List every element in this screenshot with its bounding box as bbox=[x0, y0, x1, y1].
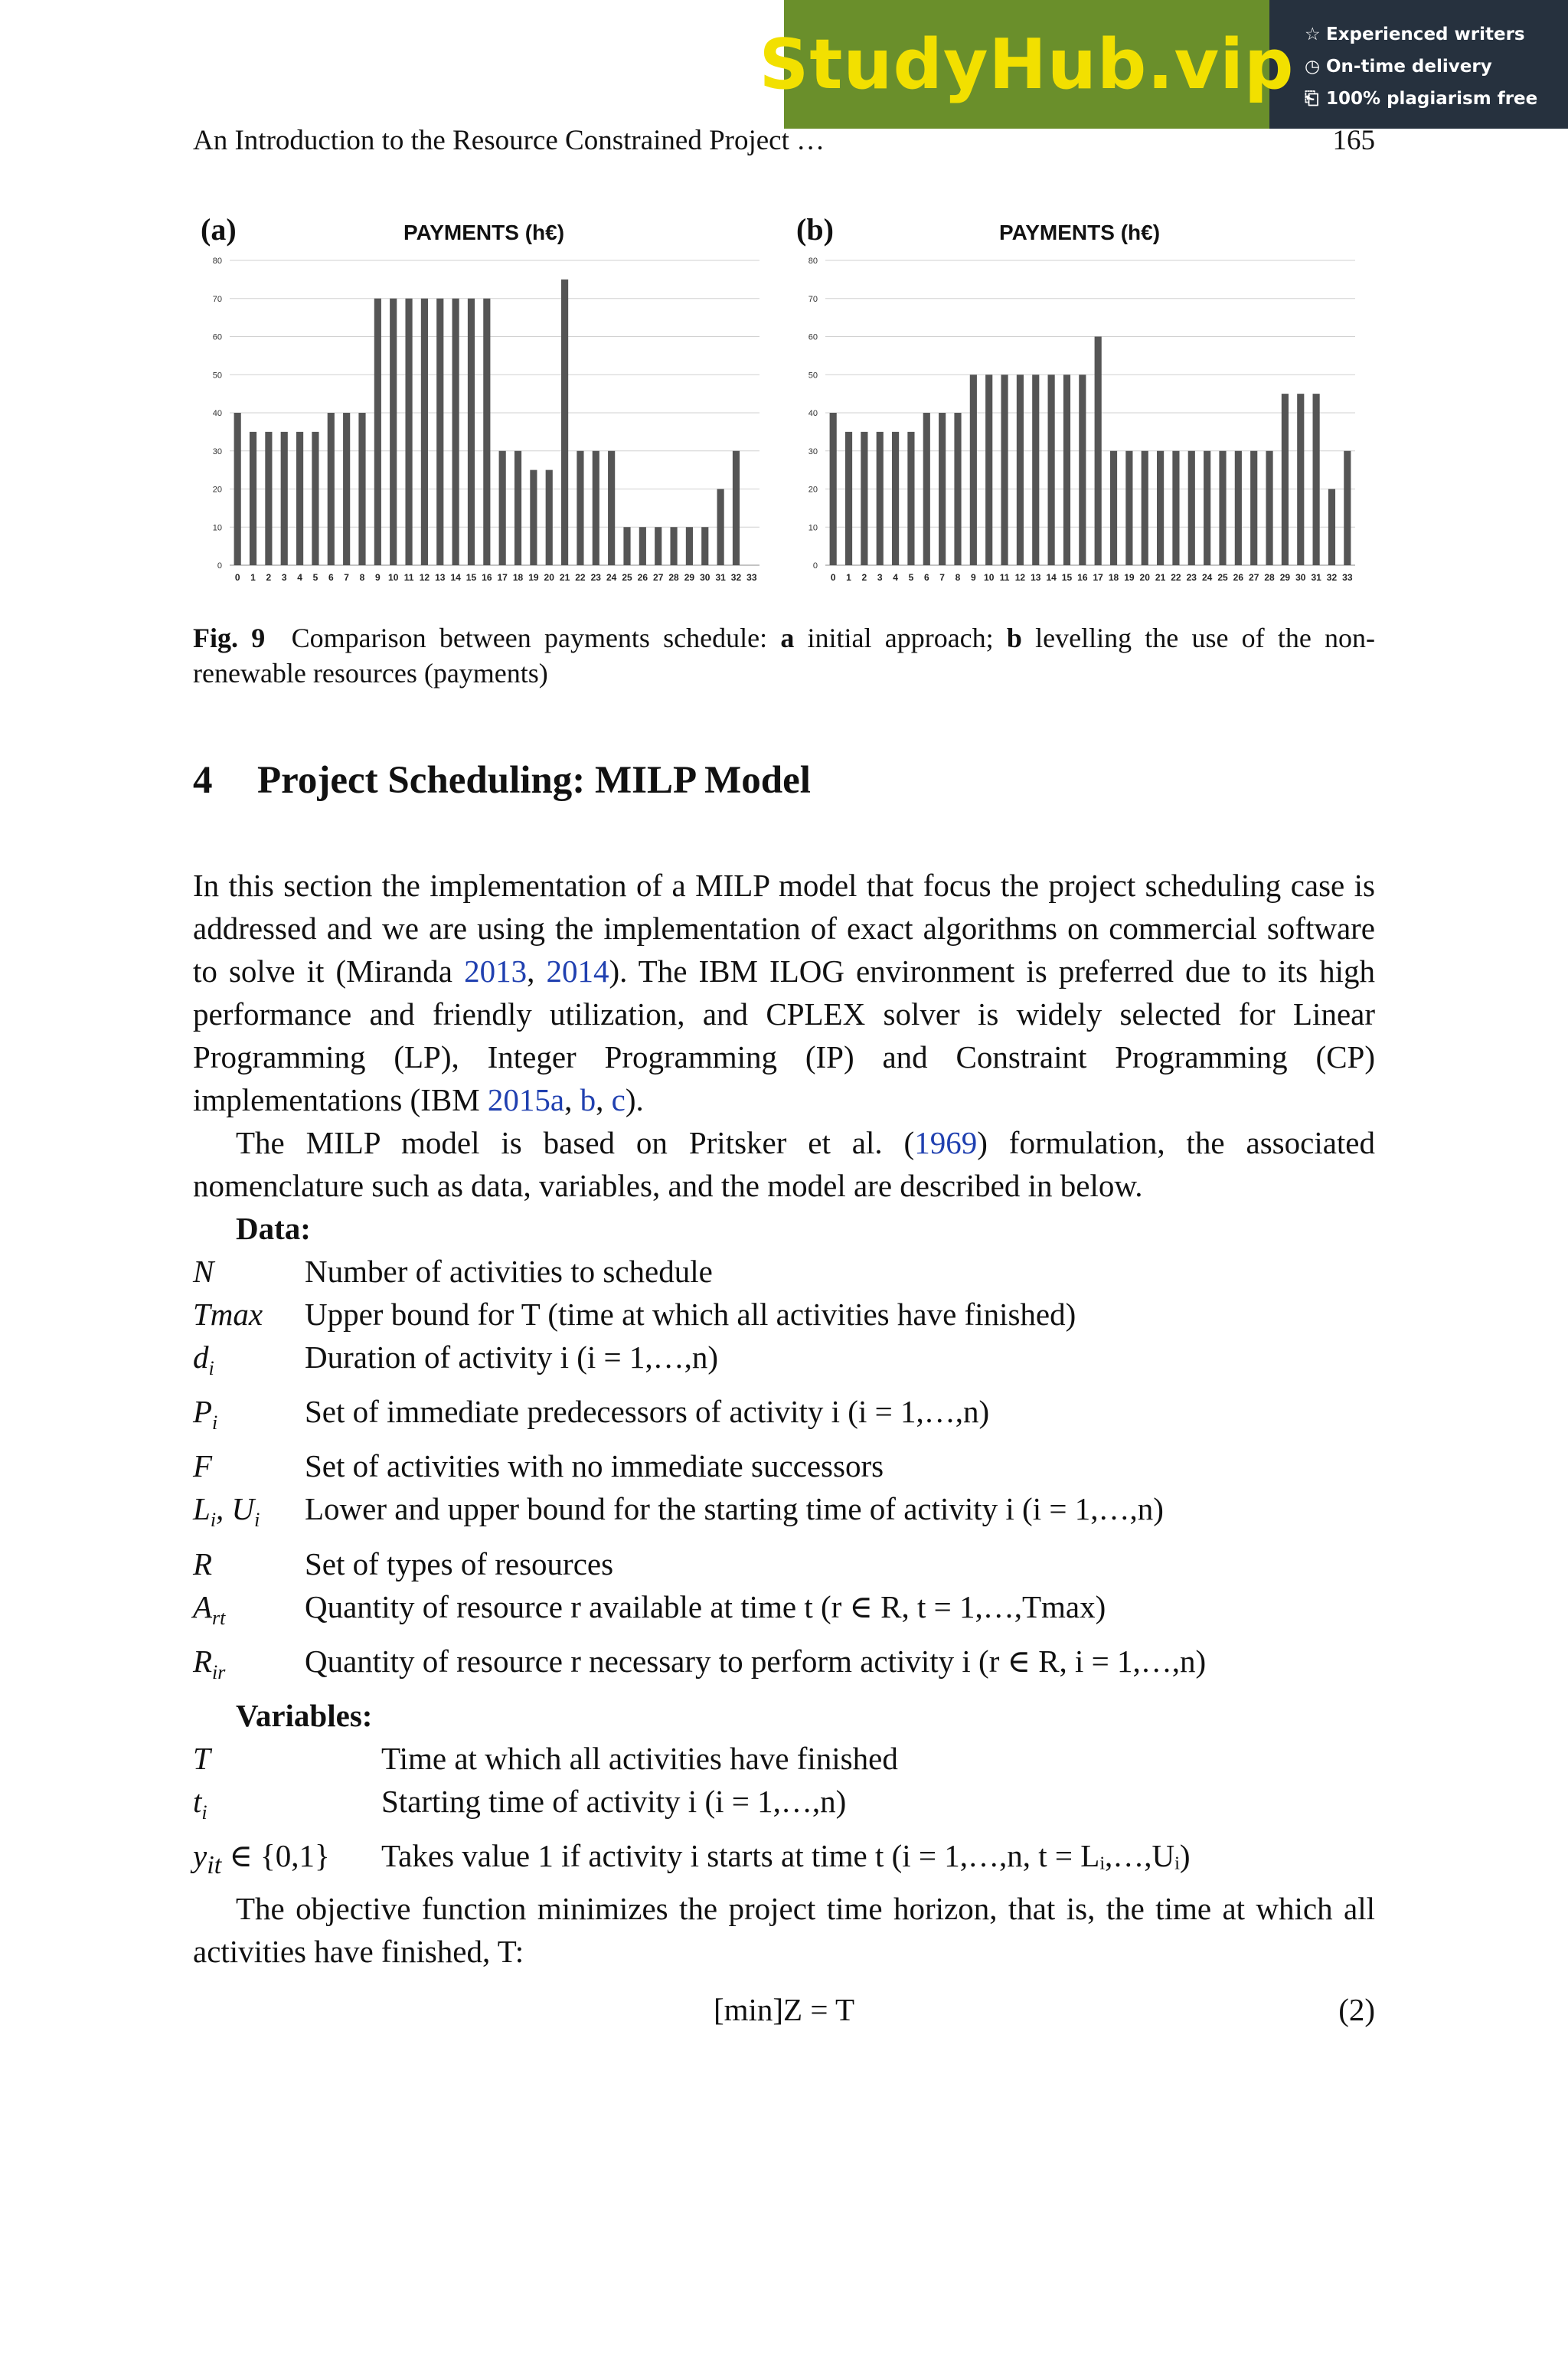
paragraph: The MILP model is based on Pritsker et al. (1969) formulation, the associated nomenclature such as data, variables, and the model are described in below. bbox=[193, 1125, 1376, 1203]
section-title: Project Scheduling: MILP Model bbox=[257, 759, 811, 802]
bar bbox=[892, 432, 899, 565]
bar bbox=[655, 527, 662, 565]
bar bbox=[954, 413, 961, 565]
bar bbox=[1001, 375, 1008, 565]
variables-heading: Variables: bbox=[236, 1697, 373, 1733]
chart-b-title: PAYMENTS (h€) bbox=[998, 221, 1161, 244]
y-tick-label: 0 bbox=[812, 561, 818, 571]
x-tick-label: 22 bbox=[575, 572, 586, 583]
x-tick-label: 13 bbox=[1031, 572, 1041, 583]
banner-feature: ◷ On-time delivery bbox=[1305, 51, 1537, 83]
y-tick-label: 40 bbox=[212, 409, 222, 418]
y-tick-label: 50 bbox=[212, 371, 222, 381]
x-tick-label: 21 bbox=[559, 572, 570, 583]
bar bbox=[250, 432, 256, 565]
caption-label: Fig. 9 bbox=[193, 623, 266, 653]
citation-link[interactable]: c bbox=[611, 1082, 626, 1117]
chart-a-title: PAYMENTS (h€) bbox=[403, 221, 565, 244]
banner-logo[interactable]: StudyHub.vip bbox=[784, 0, 1269, 129]
x-tick-label: 9 bbox=[375, 572, 381, 583]
running-head-title: An Introduction to the Resource Constrained Project … bbox=[193, 125, 825, 156]
x-tick-label: 15 bbox=[1061, 572, 1073, 583]
page-number: 165 bbox=[1332, 125, 1375, 156]
bar bbox=[312, 432, 318, 565]
x-tick-label: 11 bbox=[999, 572, 1010, 583]
bar bbox=[1110, 451, 1117, 565]
bar bbox=[1297, 394, 1304, 565]
payments-chart-a bbox=[193, 211, 775, 594]
paragraph: The objective function minimizes the project time horizon, that is, the time at which all activities have finished, T: bbox=[193, 1891, 1375, 1970]
bar bbox=[830, 413, 837, 565]
bar bbox=[421, 299, 428, 565]
running-head bbox=[193, 124, 1375, 157]
y-tick-label: 0 bbox=[217, 561, 222, 571]
x-tick-label: 26 bbox=[637, 572, 648, 583]
x-tick-label: 1 bbox=[250, 572, 256, 583]
bar bbox=[670, 527, 677, 565]
x-tick-label: 8 bbox=[955, 572, 961, 583]
bar bbox=[907, 432, 914, 565]
bar bbox=[530, 470, 537, 565]
variable-definitions: T Time at which all activities have finished $t_i$ Starting time of activity i (i = 1,…,n) $y_{it}$ ∈ {0,1} Takes value 1 if activity i starts at time t (i = 1,…,n, t = Lᵢ,…,Uᵢ) bbox=[193, 1740, 1191, 1880]
ad-banner[interactable] bbox=[759, 0, 1568, 129]
x-tick-label: 0 bbox=[830, 572, 836, 583]
panel-label-b: (b) bbox=[796, 212, 834, 247]
equation-body: [min]Z = T bbox=[713, 1992, 855, 2028]
x-tick-label: 19 bbox=[1124, 572, 1135, 583]
x-tick-label: 10 bbox=[984, 572, 995, 583]
data-heading: Data: bbox=[236, 1211, 311, 1246]
x-tick-label: 17 bbox=[1093, 572, 1103, 583]
x-tick-label: 6 bbox=[328, 572, 334, 583]
bar bbox=[1188, 451, 1195, 565]
bar bbox=[1219, 451, 1226, 565]
x-tick-label: 19 bbox=[528, 572, 539, 583]
bar bbox=[1282, 394, 1289, 565]
bar bbox=[686, 527, 693, 565]
banner-feature: ☆ Experienced writers bbox=[1305, 18, 1537, 51]
x-tick-label: 25 bbox=[622, 572, 632, 583]
bar bbox=[452, 299, 459, 565]
bar bbox=[623, 527, 630, 565]
x-tick-label: 10 bbox=[388, 572, 399, 583]
x-tick-label: 20 bbox=[544, 572, 554, 583]
bar bbox=[405, 299, 412, 565]
x-tick-label: 17 bbox=[497, 572, 508, 583]
equation bbox=[193, 1981, 1375, 2042]
bar bbox=[861, 432, 867, 565]
x-tick-label: 30 bbox=[1295, 572, 1306, 583]
data-definitions: N Number of activities to schedule Tmax Upper bound for T (time at which all activities have finished) $d_i$ Duration of activity i (i = 1,…,n) $P_i$ Set of immediate predecessors of activity i (i = 1,…,n) F Set of activities with no immediate successors $L_i$, $U_i$ Lower and upper bound for the starting time of activity i (i = 1,…,n) R Set of types of resources $A_{rt}$ Quantity of resource r available at time t (r ∈ R, t = 1,…,Tmax) $R_{ir}$ Quantity of resource r necessary to perform activity i (r ∈ R, i = 1,…,n) bbox=[193, 1254, 1207, 1683]
bar bbox=[923, 413, 930, 565]
y-tick-label: 20 bbox=[212, 485, 222, 495]
bar bbox=[639, 527, 646, 565]
x-tick-label: 30 bbox=[700, 572, 710, 583]
bar bbox=[1142, 451, 1148, 565]
y-tick-label: 60 bbox=[808, 332, 818, 342]
y-tick-label: 60 bbox=[212, 332, 222, 342]
bar bbox=[1172, 451, 1179, 565]
chart-b-svg bbox=[789, 211, 1370, 594]
bar bbox=[1250, 451, 1257, 565]
citation-link[interactable]: b bbox=[580, 1082, 596, 1117]
x-tick-label: 7 bbox=[939, 572, 945, 583]
x-tick-label: 1 bbox=[846, 572, 851, 583]
x-tick-label: 26 bbox=[1233, 572, 1244, 583]
citation-link[interactable]: 1969 bbox=[914, 1125, 978, 1160]
citation-link[interactable]: 2013 bbox=[464, 953, 528, 989]
x-tick-label: 0 bbox=[234, 572, 240, 583]
bar bbox=[514, 451, 521, 565]
x-tick-label: 33 bbox=[1342, 572, 1353, 583]
bar bbox=[1266, 451, 1272, 565]
banner-feature: ⎗ 100% plagiarism free bbox=[1305, 83, 1537, 115]
bar bbox=[1157, 451, 1164, 565]
star-icon: ☆ bbox=[1305, 25, 1321, 44]
bar bbox=[939, 413, 946, 565]
bar bbox=[265, 432, 272, 565]
x-tick-label: 27 bbox=[1249, 572, 1259, 583]
bar bbox=[1079, 375, 1086, 565]
bar bbox=[577, 451, 583, 565]
bar bbox=[1328, 489, 1335, 566]
bar bbox=[328, 413, 335, 565]
x-tick-label: 25 bbox=[1217, 572, 1228, 583]
y-tick-label: 70 bbox=[808, 294, 818, 304]
x-tick-label: 3 bbox=[877, 572, 883, 583]
body-text bbox=[193, 864, 1375, 2042]
equation-number: (2) bbox=[1338, 1992, 1375, 2028]
bar bbox=[717, 489, 724, 566]
bar bbox=[281, 432, 288, 565]
bar bbox=[1125, 451, 1132, 565]
y-tick-label: 50 bbox=[808, 371, 818, 381]
copy-icon: ⎗ bbox=[1305, 89, 1319, 109]
y-tick-label: 80 bbox=[212, 257, 222, 266]
y-tick-label: 30 bbox=[212, 446, 222, 456]
bar bbox=[701, 527, 708, 565]
bar bbox=[358, 413, 365, 565]
x-tick-label: 2 bbox=[266, 572, 272, 583]
x-tick-label: 31 bbox=[1311, 572, 1321, 583]
citation-link[interactable]: 2015a bbox=[487, 1082, 565, 1117]
bar bbox=[1313, 394, 1320, 565]
x-tick-label: 24 bbox=[606, 572, 617, 583]
bar bbox=[234, 413, 241, 565]
x-tick-label: 31 bbox=[715, 572, 726, 583]
x-tick-label: 8 bbox=[359, 572, 365, 583]
x-tick-label: 32 bbox=[1326, 572, 1338, 583]
chart-a-svg bbox=[193, 211, 775, 594]
x-tick-label: 18 bbox=[1108, 572, 1119, 583]
banner-features bbox=[1305, 18, 1537, 115]
y-tick-label: 80 bbox=[808, 257, 818, 266]
citation-link[interactable]: 2014 bbox=[546, 953, 609, 989]
x-tick-label: 12 bbox=[1014, 572, 1026, 583]
x-tick-label: 15 bbox=[466, 572, 477, 583]
bar bbox=[561, 280, 568, 565]
x-tick-label: 28 bbox=[668, 572, 679, 583]
bar bbox=[468, 299, 475, 565]
x-tick-label: 14 bbox=[1046, 572, 1057, 583]
bar bbox=[1235, 451, 1242, 565]
y-tick-label: 20 bbox=[808, 485, 818, 495]
y-tick-label: 40 bbox=[808, 409, 818, 418]
bar bbox=[483, 299, 490, 565]
panel-label-a: (a) bbox=[201, 212, 237, 247]
bar bbox=[390, 299, 397, 565]
x-tick-label: 21 bbox=[1155, 572, 1166, 583]
x-tick-label: 12 bbox=[419, 572, 430, 583]
x-tick-label: 3 bbox=[281, 572, 287, 583]
y-tick-label: 70 bbox=[212, 294, 222, 304]
bar bbox=[296, 432, 303, 565]
bar bbox=[436, 299, 443, 565]
x-tick-label: 9 bbox=[971, 572, 976, 583]
x-tick-label: 23 bbox=[590, 572, 601, 583]
x-tick-label: 20 bbox=[1139, 572, 1150, 583]
x-tick-label: 7 bbox=[344, 572, 349, 583]
bar bbox=[1095, 337, 1102, 566]
x-tick-label: 27 bbox=[653, 572, 664, 583]
bar bbox=[733, 451, 740, 565]
clock-icon: ◷ bbox=[1305, 57, 1321, 77]
bar bbox=[1344, 451, 1351, 565]
x-tick-label: 14 bbox=[450, 572, 461, 583]
x-tick-label: 16 bbox=[482, 572, 492, 583]
x-tick-label: 11 bbox=[403, 572, 414, 583]
bar bbox=[1017, 375, 1024, 565]
payments-chart-b bbox=[789, 211, 1370, 594]
bar bbox=[985, 375, 992, 565]
x-tick-label: 6 bbox=[923, 572, 929, 583]
y-tick-label: 10 bbox=[808, 523, 818, 533]
x-tick-label: 4 bbox=[297, 572, 302, 583]
x-tick-label: 29 bbox=[1279, 572, 1291, 583]
x-tick-label: 33 bbox=[746, 572, 757, 583]
bar bbox=[608, 451, 615, 565]
bar bbox=[1048, 375, 1055, 565]
x-tick-label: 16 bbox=[1077, 572, 1088, 583]
x-tick-label: 22 bbox=[1171, 572, 1181, 583]
bar bbox=[343, 413, 350, 565]
bar bbox=[1204, 451, 1210, 565]
x-tick-label: 18 bbox=[512, 572, 524, 583]
x-tick-label: 4 bbox=[893, 572, 898, 583]
section-heading bbox=[193, 758, 811, 803]
bar bbox=[970, 375, 977, 565]
bar bbox=[499, 451, 506, 565]
x-tick-label: 13 bbox=[435, 572, 446, 583]
x-tick-label: 5 bbox=[312, 572, 318, 583]
section-number: 4 bbox=[193, 759, 213, 802]
x-tick-label: 28 bbox=[1264, 572, 1275, 583]
bar bbox=[1032, 375, 1039, 565]
y-tick-label: 10 bbox=[212, 523, 222, 533]
x-tick-label: 5 bbox=[908, 572, 914, 583]
y-tick-label: 30 bbox=[808, 446, 818, 456]
x-tick-label: 24 bbox=[1201, 572, 1213, 583]
paragraph: In this section the implementation of a MILP model that focus the project scheduling case is addressed and we are using the implementation of exact algorithms on commercial software to solve it (Miranda 2013, 2014). The IBM ILOG environment is preferred due to its high performance and friendly utilization, and CPLEX solver is widely selected for Linear Programming (LP), Integer Programming (IP) and Constraint Programming (CP) implementations (IBM 2015a, b, c). bbox=[193, 868, 1375, 1117]
figure-caption: Fig. 9 Comparison between payments schedule: a initial approach; b levelling the use of the non-renewable resources (payments) bbox=[193, 623, 1376, 689]
x-tick-label: 29 bbox=[684, 572, 695, 583]
x-tick-label: 2 bbox=[861, 572, 867, 583]
bar bbox=[1063, 375, 1070, 565]
x-tick-label: 32 bbox=[730, 572, 742, 583]
bar bbox=[877, 432, 884, 565]
bar bbox=[845, 432, 852, 565]
bar bbox=[374, 299, 381, 565]
bar bbox=[593, 451, 599, 565]
x-tick-label: 23 bbox=[1186, 572, 1197, 583]
bar bbox=[546, 470, 553, 565]
